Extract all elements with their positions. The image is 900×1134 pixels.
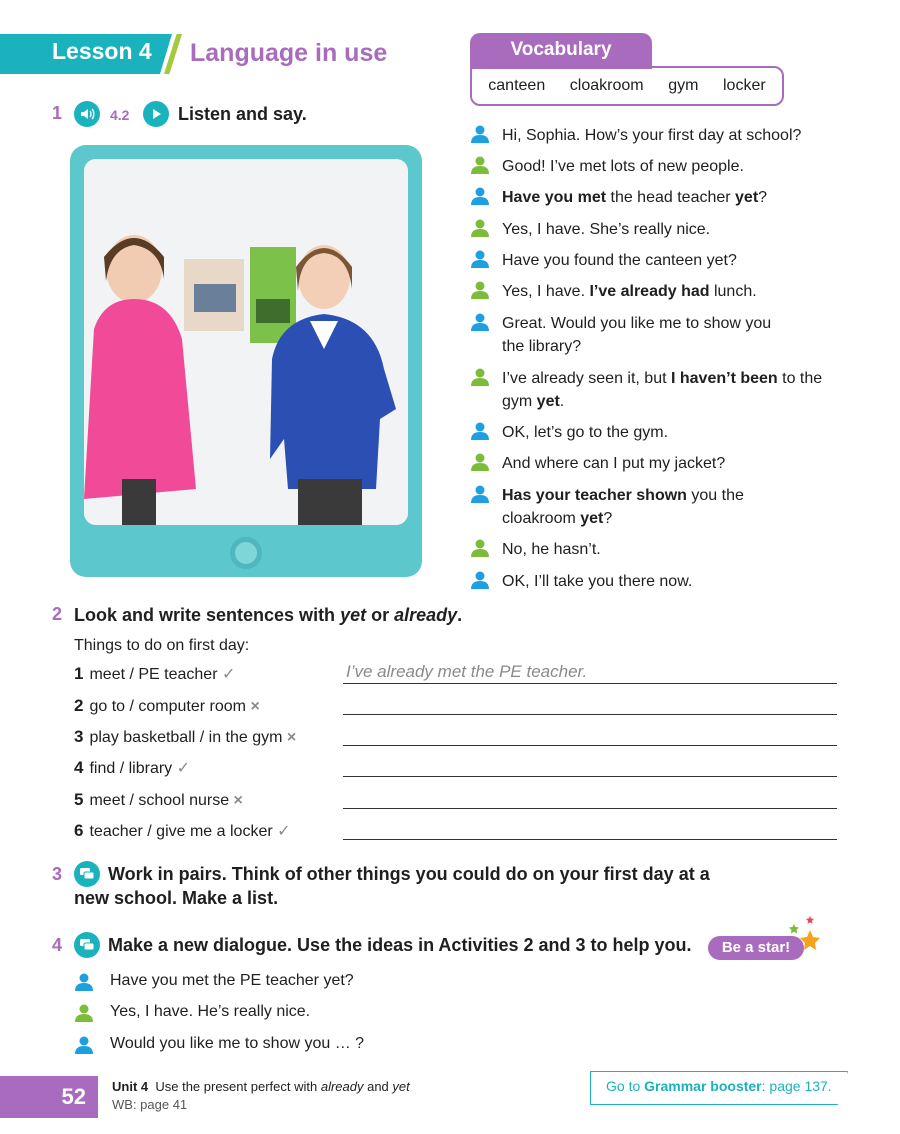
audio-icon[interactable] [74, 101, 100, 127]
activity1-instruction: Listen and say. [178, 104, 307, 124]
task-item: 4 find / library ✓ [74, 758, 191, 777]
answer-line[interactable] [343, 839, 837, 840]
page-number: 52 [61, 1084, 86, 1109]
answer-line[interactable] [343, 776, 837, 777]
dialogue-line: Hi, Sophia. How’s your first day at school? [470, 124, 870, 148]
speaker-green-icon [470, 452, 490, 472]
speaker-blue-icon [470, 249, 490, 269]
pair-work-icon [74, 861, 100, 887]
speaker-blue-icon [470, 124, 490, 144]
speaker-green-icon [470, 538, 490, 558]
task-item: 2 go to / computer room × [74, 696, 260, 715]
speaker-blue-icon [74, 1035, 94, 1055]
vocab-word: gym [668, 77, 699, 94]
task-item: 5 meet / school nurse × [74, 790, 243, 809]
speaker-blue-icon [470, 186, 490, 206]
speaker-green-icon [470, 155, 490, 175]
tick-icon: ✓ [277, 823, 291, 840]
answer-line[interactable] [343, 808, 837, 809]
activity-number: 2 [52, 604, 63, 624]
task-intro: Things to do on first day: [74, 637, 250, 654]
example-answer: I’ve already met the PE teacher. [346, 662, 588, 681]
tick-icon: ✓ [221, 666, 236, 683]
photo-two-girls [84, 159, 408, 525]
speaker-green-icon [470, 367, 490, 387]
speaker-green-icon [470, 218, 490, 238]
activity-number: 1 [52, 103, 63, 123]
activity-number: 3 [52, 864, 63, 884]
pair-work-icon [74, 932, 100, 958]
activity2-instruction: Look and write sentences with yet or already. [74, 605, 463, 625]
play-icon[interactable] [143, 101, 169, 127]
grammar-booster-link[interactable]: Go to Grammar booster: page 137. [606, 1078, 832, 1094]
task-item: 3 play basketball / in the gym × [74, 727, 297, 746]
vocab-word: cloakroom [569, 77, 644, 94]
lesson-title: Language in use [190, 39, 388, 67]
tablet-home-button [230, 537, 262, 569]
cross-icon: × [250, 698, 260, 715]
task-item: 1 meet / PE teacher ✓ [74, 664, 236, 683]
track-number: 4.2 [110, 107, 130, 123]
workbook-reference: WB: page 41 [112, 1097, 188, 1112]
activity3-line2: new school. Make a list. [74, 888, 279, 908]
speaker-green-icon [470, 280, 490, 300]
activity3-line1: Work in pairs. Think of other things you could do on your first day at a [108, 864, 710, 884]
speaker-blue-icon [470, 421, 490, 441]
unit-description: Unit 4 Use the present perfect with already and yet [112, 1079, 410, 1094]
vocab-word: canteen [488, 77, 546, 94]
activity4-instruction: Make a new dialogue. Use the ideas in Activities 2 and 3 to help you. [108, 935, 692, 955]
speaker-green-icon [74, 1003, 94, 1023]
vocab-word: locker [723, 77, 766, 94]
task-item: 6 teacher / give me a locker ✓ [74, 821, 291, 840]
speaker-blue-icon [470, 570, 490, 590]
speaker-blue-icon [470, 312, 490, 332]
tick-icon: ✓ [176, 760, 191, 777]
answer-line[interactable] [343, 714, 837, 715]
answer-line[interactable] [343, 745, 837, 746]
vocabulary-title: Vocabulary [470, 33, 652, 69]
stars-icon [784, 916, 824, 952]
tablet-photo-frame [70, 145, 422, 577]
speaker-blue-icon [470, 484, 490, 504]
answer-line[interactable] [343, 683, 837, 684]
lesson-label: Lesson 4 [52, 38, 152, 64]
activity-number: 4 [52, 935, 63, 955]
speaker-blue-icon [74, 972, 94, 992]
vocabulary-box [470, 66, 784, 106]
be-a-star-badge: Be a star! [708, 936, 804, 960]
cross-icon: × [233, 792, 243, 809]
cross-icon: × [286, 729, 297, 746]
